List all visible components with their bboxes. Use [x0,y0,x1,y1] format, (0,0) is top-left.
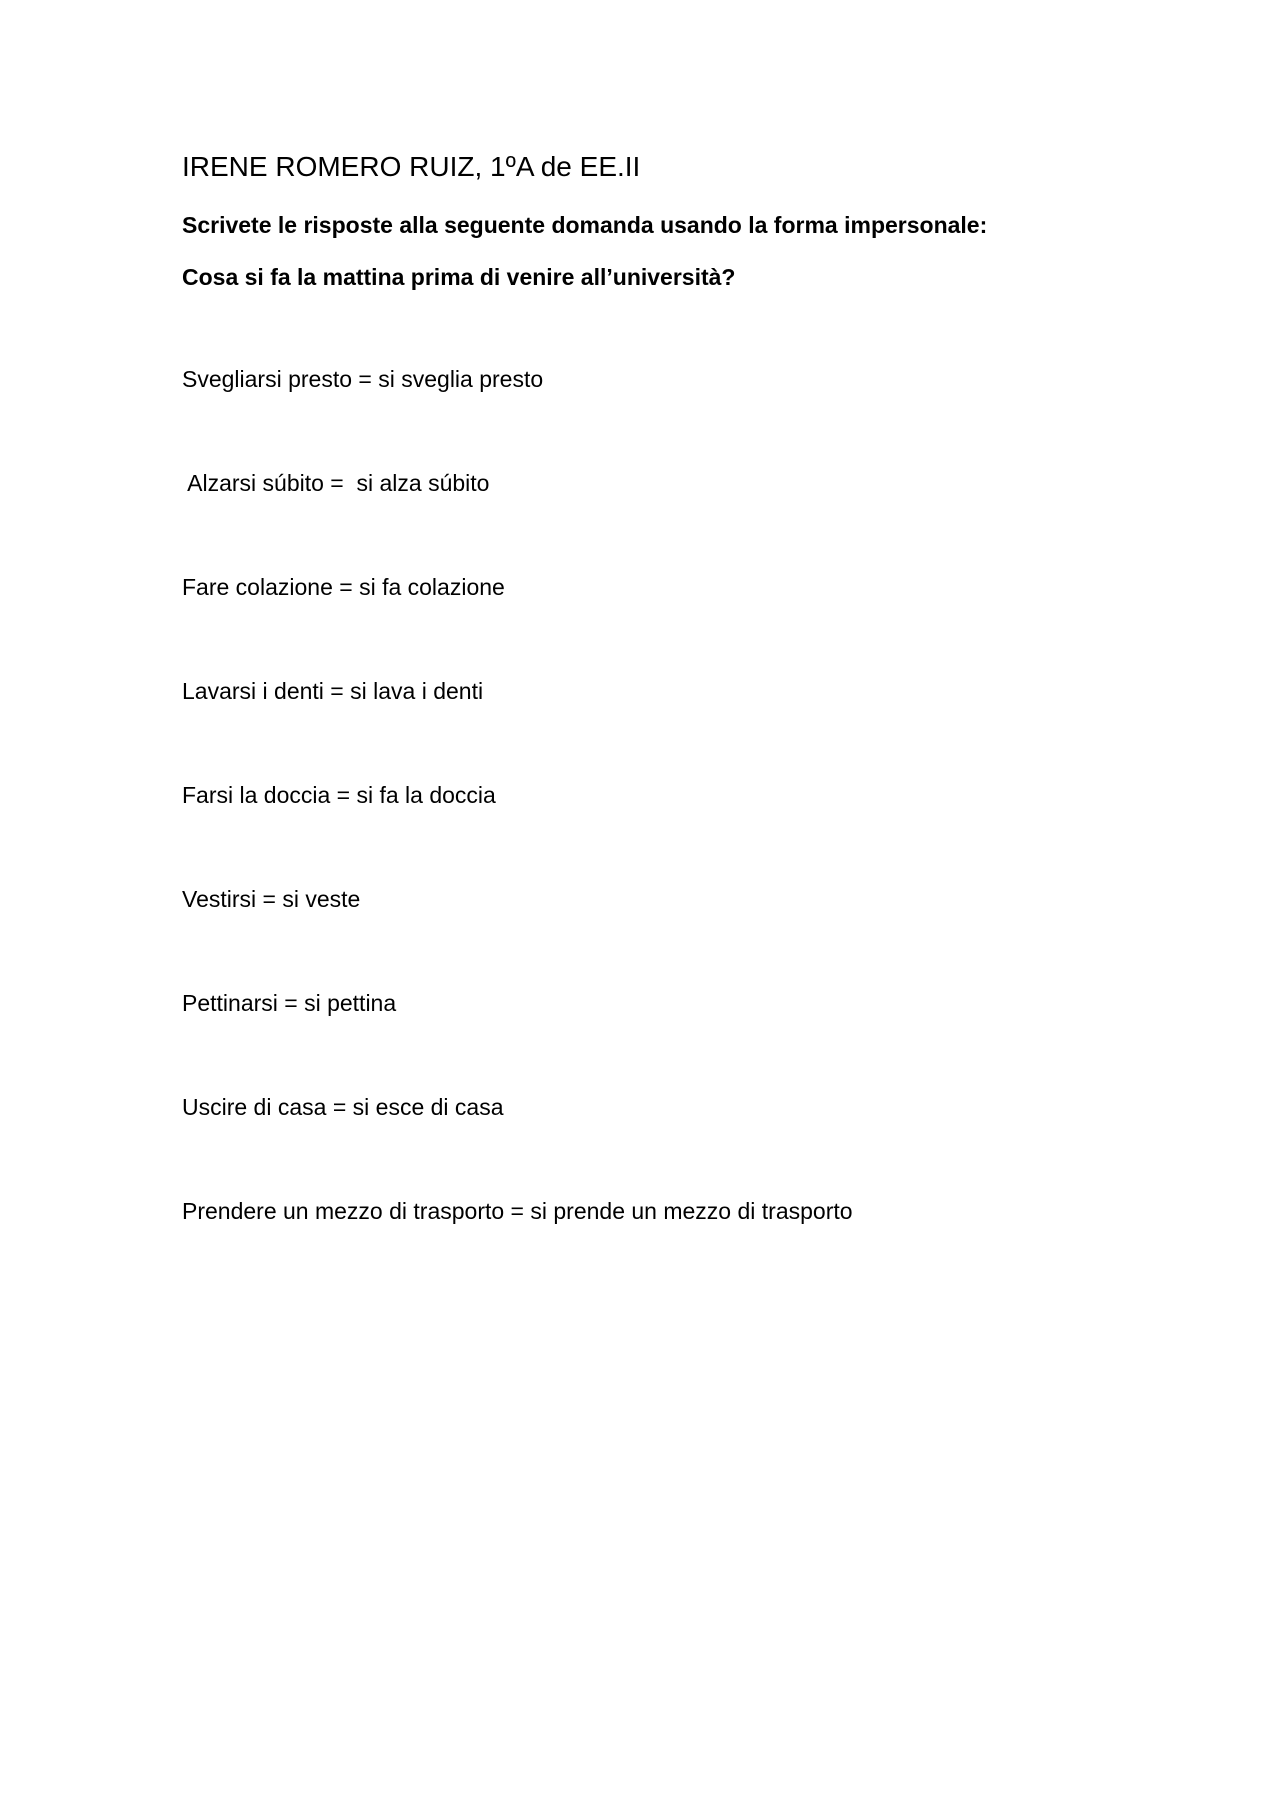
answer-line: Lavarsi i denti = si lava i denti [182,678,484,704]
exercise-instruction: Scrivete le risposte alla seguente domanda usando la forma impersonale: [182,212,988,238]
answer-line: Svegliarsi presto = si sveglia presto [182,366,544,392]
document-title: IRENE ROMERO RUIZ, 1ºA de EE.II [182,151,641,182]
answer-line: Farsi la doccia = si fa la doccia [182,782,496,808]
answer-line: Pettinarsi = si pettina [182,990,397,1016]
exercise-question: Cosa si fa la mattina prima di venire all’università? [182,264,736,290]
answer-line: Alzarsi súbito = si alza súbito [182,470,490,496]
answer-line: Prendere un mezzo di trasporto = si prende un mezzo di trasporto [182,1198,853,1224]
answer-line: Fare colazione = si fa colazione [182,574,505,600]
answer-line: Uscire di casa = si esce di casa [182,1094,504,1120]
answer-line: Vestirsi = si veste [182,886,361,912]
